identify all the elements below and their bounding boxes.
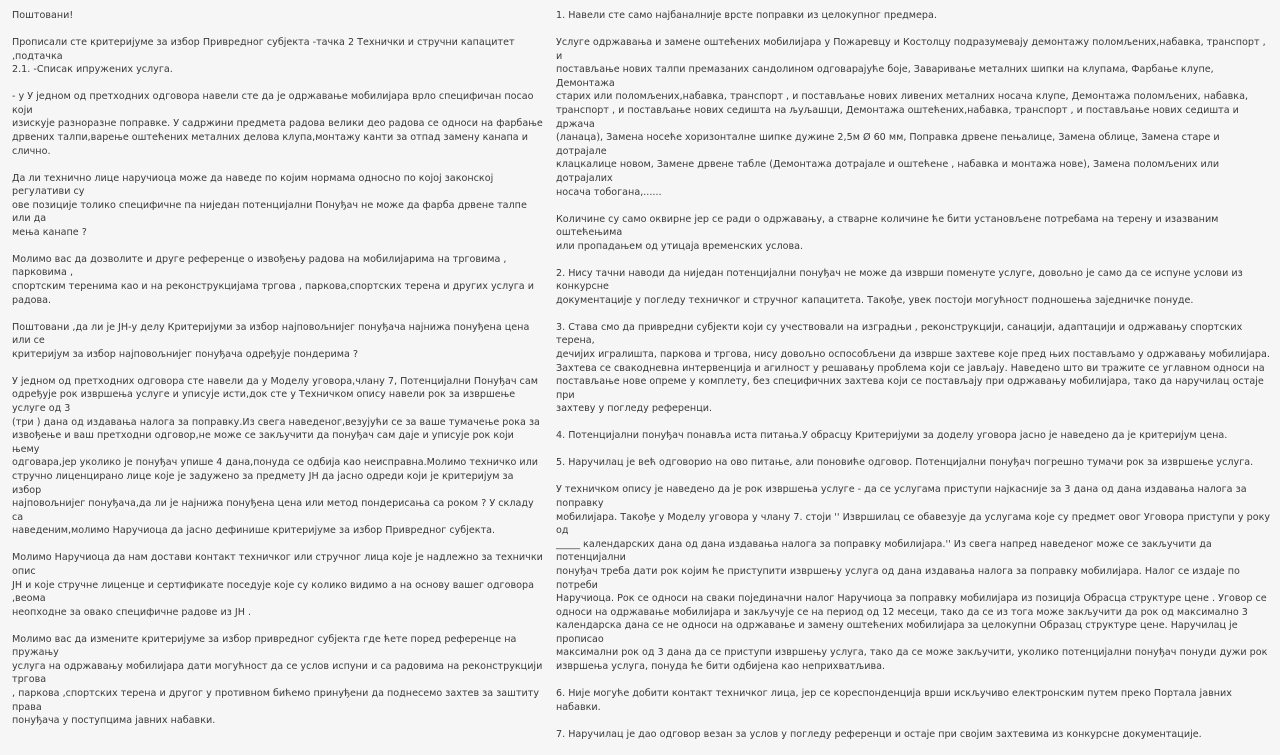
answer-column	[556, 9, 1272, 755]
answer-paragraph: 6. Није могуће добити контакт техничког лица, јер се кореспонденција врши искључиво електронским путем преко Портала јавних набавки.	[556, 688, 1232, 713]
question-paragraph: Прописали сте критеријуме за избор Привредног субјекта -тачка 2 Технички и стручни капацитет ,подтачка 2.1. -Списак ипружених услуга.	[12, 36, 515, 76]
answer-paragraph: 7. Наручилац је дао одговор везан за услов у погледу референци и остаје при својим захтевима из конкурсне документације.	[556, 728, 1202, 740]
answer-paragraph: Количине су само оквирне јер се ради о одржавању, а стварне количине ће бити установљене потребама на терену и изазваним оштећењима или пропадањем од утицаја временских услова.	[556, 213, 1219, 252]
answer-paragraph: 3. Става смо да привредни субјекти који су учествовали на изградњи , реконструкцији, санацији, адаптацији и одржавању спортских терена, дечијих игралишта, паркова и тргова, нису довољно оспособљени да изврше захтеве које пред њих постављамо у одржавању мобилијара. Захтева се свакодневна интервенција и агилност у решавању проблема који се јављају. Наведено што ви тражите се углавном односи на постављање нове опреме у комплету, без специфичних захтева који се постављају при одржавању мобилијара, тако да наручилац остаје при захтеву у погледу референци.	[556, 321, 1270, 415]
question-column	[12, 9, 544, 741]
greeting: Поштовани!	[12, 10, 74, 21]
answer-paragraph: 4. Потенцијални понуђач понавља иста питања.У обрасцу Критеријуми за доделу уговора јасно је наведено да је критеријум цена.	[556, 430, 1228, 442]
answer-paragraph: У техничком опису је наведено да је рок извршења услуге - да се услугама приступи најкасније за 3 дана од дана издавања налога за поправку мобилијара. Такође у Моделу уговора у члану 7. стоји '' Извршилац се обавезује да услугама које су предмет овог Уговора приступи у року од _____ календарских дана од дана издавања налога за поправку мобилијара.'' Из свега напред наведеног може се закључити да потенцијални понуђач треба дати рок којим ће приступити извршењу услуга од дана издавања налога за поправку мобилијара. Налог се издаје по потреби Наручиоца. Рок се односи на сваки појединачни налог Наручиоца за поправку мобилијара из позиција Обрасца структуре цене . Уговор се односи на одржавање мобилијара и закључује се на период од 12 месеци, тако да се из тога може закључити да рок од максимално 3 календарска дана се не односи на одржавање и замену оштећених мобилијара за целокупни Образац структуре цене. Наручилац је прописао максимални рок од 3 дана да се приступи извршењу услуга, тако да се може закључити, уколико потенцијални понуђач понуди дужи рок извршења услуга, понуда ће бити одбијена као неприхватљива.	[556, 484, 1271, 673]
question-paragraph: Молимо вас да измените критеријуме за избор привредног субјекта где ћете поред референце на пружању услуга на одржавању мобилијара дати могућност да се услов испуни и са радовима на реконструкцији тргова , паркова ,спортских терена и другог у противном бићемо принуђени да поднесемо захтев за заштиту права понуђача у поступцима јавних набавки.	[12, 633, 543, 727]
question-paragraph: У једном од претходних одговора сте навели да у Моделу уговора,члану 7, Потенцијални Понуђач сам одређује рок извршења услуге и уписује исти,док сте у Техничком опису навели рок за извршење услуге од 3 (три ) дана од издавања налога за поправку.Из свега наведеног,везујући се за ваше тумачење рока за извођење и ваш претходни одговор,не може се закључити да понуђач сам даје и уписује рок који њему одговара,јер уколико је понуђач упише 4 дана,понуда се одбија као неисправна.Молимо техничко или стручно лиценцирано лице које је задужено за предмету ЈН да јасно одреди који је критеријум за избор најповољнијег понуђача,да ли је најнижа понуђена цена или метод пондерисања са роком ? У складу са наведеним,молимо Наручиоца да јасно дефинише критеријуме за избор Привредног субјекта.	[12, 375, 540, 537]
answer-paragraph: 5. Наручилац је већ одговорио на ово питање, али поновиће одговор. Потенцијални понуђач погрешно тумачи рок за извршење услуга.	[556, 457, 1254, 469]
question-paragraph: - у У једном од претходних одговора навели сте да је одржавање мобилијара врло специфичан посао који изискује разноразне поправке. У садржини предмета радова велики део радова се односи на фарбање дрвених талпи,варење оштећених металних делова клупа,монтажу канти за отпад замену канапа и слично.	[12, 91, 543, 157]
question-paragraph: Поштовани ,да ли је ЈН-у делу Критеријуми за избор најповољнијег понуђача најнижа понуђена цена или се критеријум за избор најповољнијег понуђача одређује пондерима ?	[12, 321, 530, 360]
answer-paragraph: 1. Навели сте само најбаналније врсте поправки из целокупног предмера.	[556, 10, 937, 21]
question-paragraph: Молимо вас да дозволите и друге референце о извођењу радова на мобилијарима на трговима , парковима , спортским теренима као и на реконструкцијама тргова , паркова,спортских терена и других услуга и радова.	[12, 253, 534, 306]
answer-paragraph: Услуге одржавања и замене оштећених мобилијара у Пожаревцу и Костолцу подразумевају демонтажу поломљених,набавка, транспорт , и постављање нових талпи премазаних сандолином одговарајуће боје, Заваривање металних шипки на клупама, Фарбање клупе, Демонтажа старих или поломљених,набавка, транспорт , и постављање нових ливених металних носача клупе, Демонтажа поломљених, набавка, транспорт , и постављање нових седишта на љуљашци, Демонтажа оштећених,набавка, транспорт , и постављање нових седишта и држача (ланаца), Замена носеће хоризонталне шипке дужине 2,5м Ø 60 мм, Поправка дрвене пењалице, Замена облице, Замена старе и дотрајале клацкалице новом, Замене дрвене табле (Демонтажа дотрајале и оштећене , набавка и монтажа нове), Замена поломљених или дотрајалих носача тобогана,......	[556, 36, 1266, 198]
answer-paragraph: 2. Нису тачни наводи да нијeдан потенцијални понуђач не може да изврши поменуте услуге, довољно је само да се испуне услови из конкурсне документације у погледу техничког и стручног капацитета. Такође, увек постоји могућност подношења заједничке понуде.	[556, 267, 1243, 306]
question-paragraph: Да ли технично лице наручиоца може да наведе по којим нормама односно по којој законској регулативи су ове позиције толико специфичне па нијeдан потенцијални Понуђач не може да фарба дрвене талпе или да мења канапе ?	[12, 172, 527, 238]
question-paragraph: Молимо Наручиоца да нам достави контакт техничког или стручног лица које је надлежно за технички опис ЈН и које стручне лиценце и сертификате поседује које су колико видимо а на основу вашег одговора ,веома неопходне за овако специфичне радове из ЈН .	[12, 552, 543, 618]
